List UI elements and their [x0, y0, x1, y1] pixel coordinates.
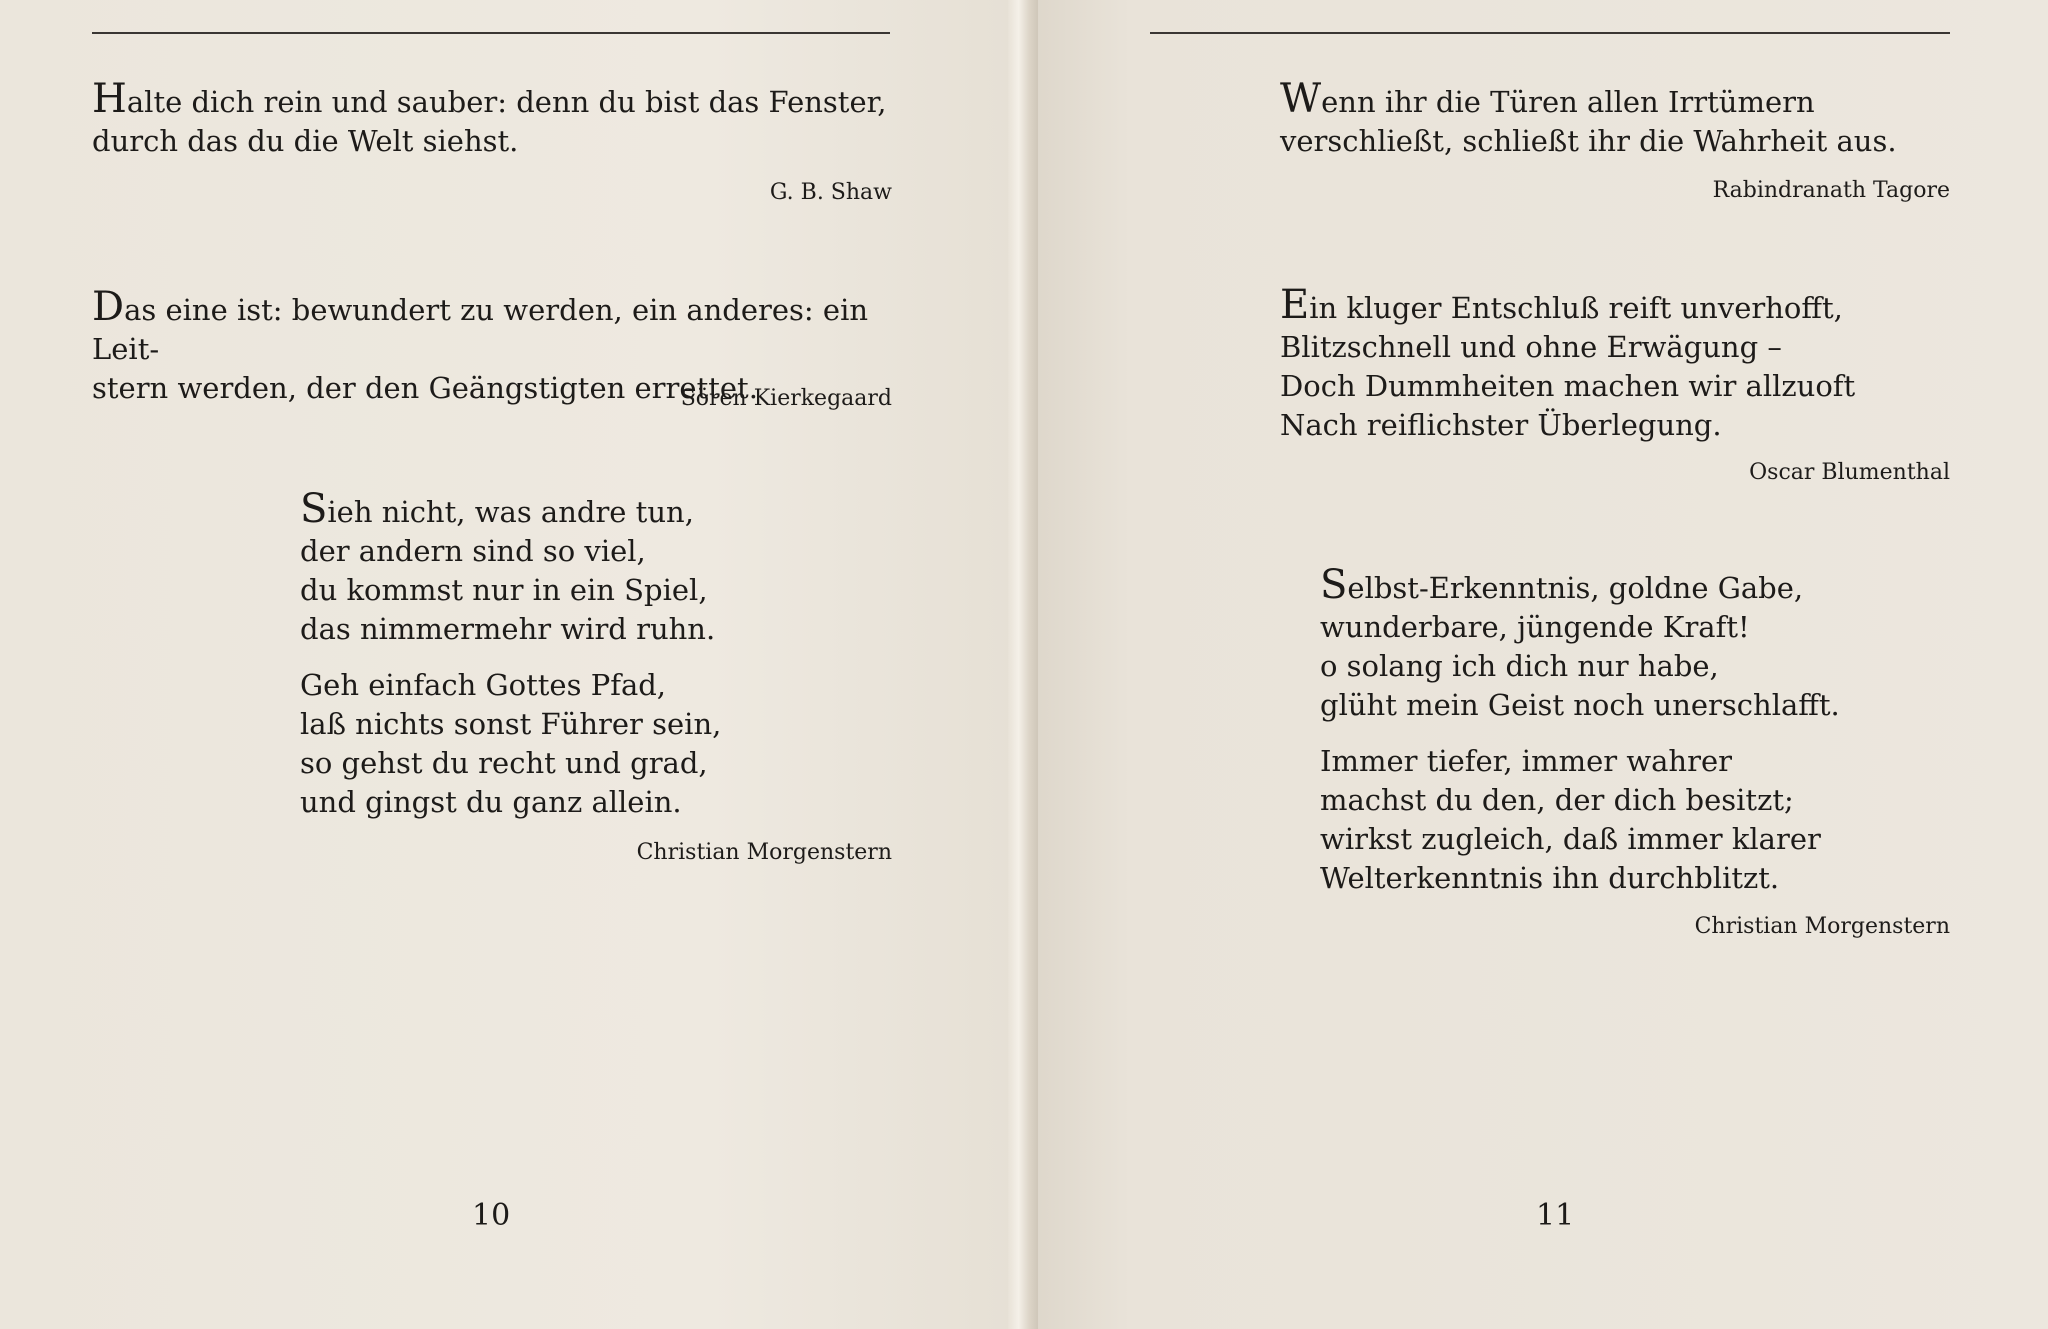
quote-line: durch das du die Welt siehst. [92, 124, 519, 158]
poem-line: das nimmermehr wird ruhn. [300, 612, 716, 646]
quote-line: Das eine ist: bewundert zu werden, ein anderes: ein Leit- [92, 284, 869, 366]
poem-line: du kommst nur in ein Spiel, [300, 573, 708, 607]
left-page [0, 0, 1014, 1329]
drop-initial: W [1280, 76, 1322, 122]
page-number: 10 [472, 1198, 511, 1233]
drop-initial: E [1280, 282, 1310, 328]
drop-initial: D [92, 284, 125, 330]
poem-author: Oscar Blumenthal [1749, 460, 1950, 485]
poem-line: laß nichts sonst Führer sein, [300, 707, 722, 741]
poem-line: Doch Dummheiten machen wir allzuoft [1280, 369, 1856, 403]
book-spine [1008, 0, 1038, 1329]
quote-line: Halte dich rein und sauber: denn du bist das Fenster, [92, 76, 887, 122]
poem-line: der andern sind so viel, [300, 534, 646, 568]
poem-line: Welterkenntnis ihn durchblitzt. [1320, 861, 1780, 895]
top-rule [92, 32, 890, 34]
page-number: 11 [1536, 1198, 1575, 1233]
drop-initial: H [92, 76, 127, 122]
quote-line: verschließt, schließt ihr die Wahrheit aus. [1280, 124, 1897, 158]
right-page [1028, 0, 2048, 1329]
poem-line: Immer tiefer, immer wahrer [1320, 744, 1732, 778]
poem-line: Selbst-Erkenntnis, goldne Gabe, [1320, 562, 1804, 608]
quote-author: Sören Kierkegaard [680, 386, 892, 411]
quote-shaw [92, 76, 892, 161]
poem-line: wunderbare, jüngende Kraft! [1320, 610, 1750, 644]
poem-line: wirkst zugleich, daß immer klarer [1320, 822, 1821, 856]
poem-line: o solang ich dich nur habe, [1320, 649, 1719, 683]
quote-author: G. B. Shaw [769, 180, 892, 205]
poem-morgenstern [300, 486, 722, 822]
poem-line: und gingst du ganz allein. [300, 785, 682, 819]
quote-line: stern werden, der den Geängstigten errettet. [92, 371, 758, 405]
poem-line: Geh einfach Gottes Pfad, [300, 668, 667, 702]
poem-line: machst du den, der dich besitzt; [1320, 783, 1794, 817]
quote-tagore [1280, 76, 1960, 161]
drop-initial: S [1320, 562, 1348, 608]
poem-author: Christian Morgenstern [636, 840, 892, 865]
poem-line: glüht mein Geist noch unerschlafft. [1320, 688, 1840, 722]
poem-blumenthal [1280, 282, 1900, 445]
poem-line: Ein kluger Entschluß reift unverhofft, [1280, 282, 1843, 328]
poem-line: Nach reiflichster Überlegung. [1280, 408, 1722, 442]
poem-line: so gehst du recht und grad, [300, 746, 708, 780]
quote-author: Rabindranath Tagore [1712, 178, 1950, 203]
poem-author: Christian Morgenstern [1694, 914, 1950, 939]
top-rule [1150, 32, 1950, 34]
drop-initial: S [300, 486, 328, 532]
quote-line: Wenn ihr die Türen allen Irrtümern [1280, 76, 1815, 122]
poem-morgenstern [1320, 562, 1920, 898]
poem-line: Sieh nicht, was andre tun, [300, 486, 694, 532]
poem-line: Blitzschnell und ohne Erwägung – [1280, 330, 1782, 364]
